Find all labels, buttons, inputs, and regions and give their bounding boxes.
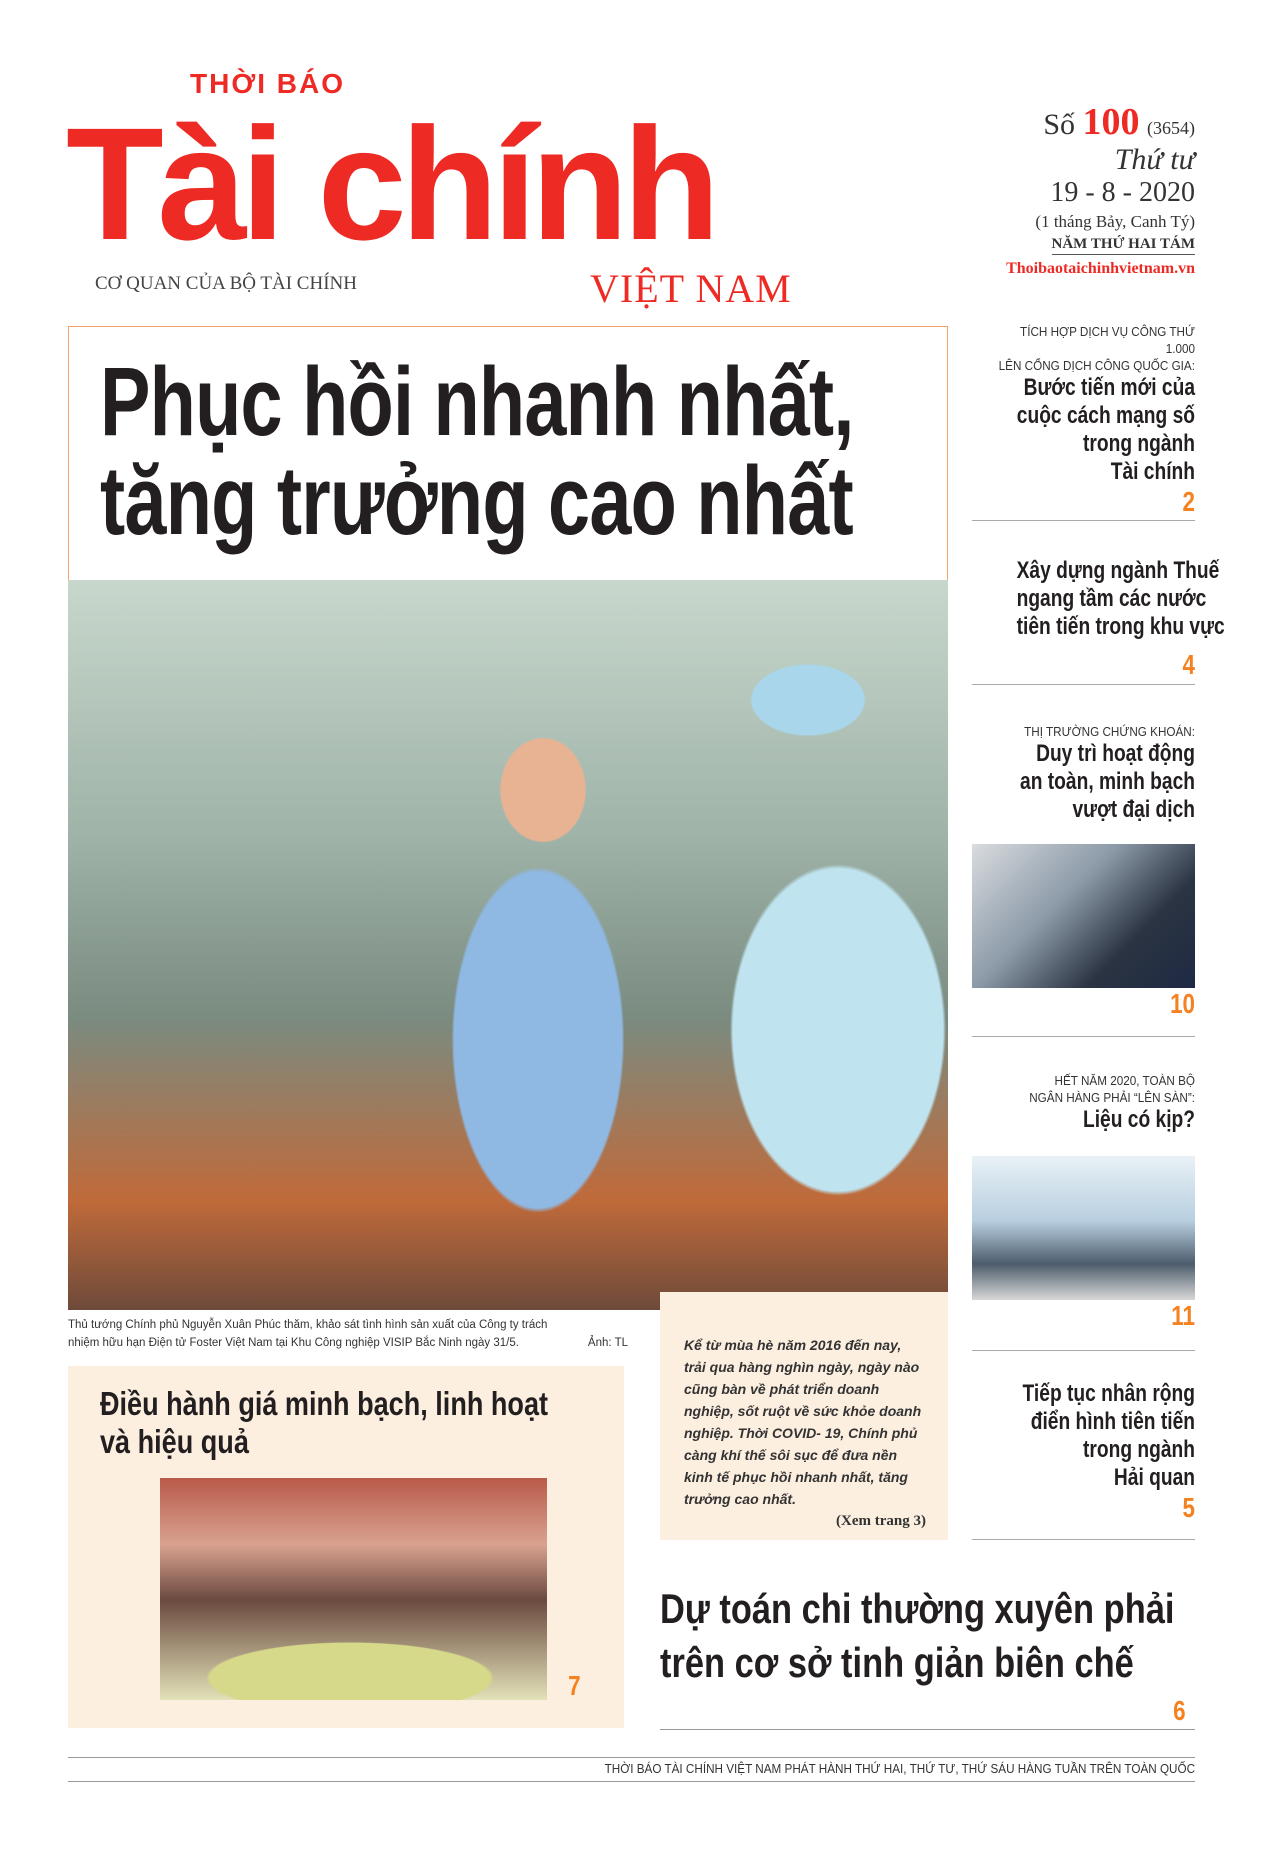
bank-photo [972, 1156, 1195, 1300]
divider [972, 1350, 1195, 1351]
divider [660, 1729, 1195, 1730]
masthead-agency: CƠ QUAN CỦA BỘ TÀI CHÍNH [95, 273, 357, 294]
sidebar-title: Liệu có kịp? [1082, 1106, 1195, 1133]
sidebar-kicker: THỊ TRƯỜNG CHỨNG KHOÁN: [1024, 724, 1195, 739]
sidebar-story[interactable] [972, 557, 1225, 685]
photo-credit: Ảnh: TL [587, 1337, 628, 1349]
page-number: 5 [1182, 1492, 1195, 1523]
sidebar-title: cuộc cách mạng số [1016, 402, 1195, 429]
divider [972, 684, 1195, 685]
lead-headline-line-2: tăng trưởng cao nhất [100, 446, 853, 555]
issue-number: 100 [1082, 101, 1140, 143]
sidebar-title: Duy trì hoạt động [1036, 740, 1195, 767]
sidebar-story[interactable] [972, 1380, 1195, 1540]
sidebar-title: vượt đại dịch [1072, 796, 1195, 823]
sidebar-story[interactable] [972, 323, 1195, 521]
issue-prefix: Số [1043, 108, 1075, 141]
footer-divider-bottom [68, 1781, 1195, 1782]
lead-headline-line-1: Phục hồi nhanh nhất, [100, 347, 854, 456]
sidebar-title: tiên tiến trong khu vực [1016, 613, 1225, 640]
lead-headline[interactable] [100, 347, 854, 555]
issue-total: (3654) [1147, 118, 1195, 138]
page-number: 11 [1171, 1300, 1195, 1331]
page-number: 6 [1173, 1695, 1186, 1726]
page-number: 7 [568, 1670, 581, 1701]
sidebar-title: ngang tầm các nước [1016, 585, 1207, 612]
lead-quote [660, 1292, 948, 1540]
sidebar-title: trong ngành [1083, 430, 1195, 457]
footer-divider-top [68, 1757, 1195, 1758]
caption-text: Thủ tướng Chính phủ Nguyễn Xuân Phúc thăm, khảo sát tình hình sản xuất của Công ty trách nhiệm hữu hạn Điện tử Foster Việt Nam tại Khu Công nghiệp VISIP Bắc Ninh ngày 31/5. [68, 1319, 548, 1349]
lunar-date: (1 tháng Bảy, Canh Tý) [1035, 212, 1195, 231]
masthead-top: THỜI BÁO [190, 68, 345, 99]
sidebar-title: Xây dựng ngành Thuế [1016, 557, 1220, 584]
sidebar-title: điển hình tiên tiến [1030, 1408, 1195, 1435]
price-title-line-1: Điều hành giá minh bạch, linh hoạt [100, 1385, 549, 1422]
budget-title-line-2: trên cơ sở tinh giản biên chế [660, 1639, 1134, 1686]
page-number: 2 [1182, 486, 1195, 517]
sidebar-kicker: NGÂN HÀNG PHẢI “LÊN SÀN”: [1029, 1090, 1195, 1105]
sidebar-story[interactable] [972, 1072, 1195, 1351]
price-story-photo [160, 1478, 547, 1700]
sidebar-story[interactable] [972, 723, 1195, 1037]
sidebar-title: Tài chính [1110, 458, 1195, 485]
sidebar-title: Hải quan [1113, 1464, 1195, 1491]
weekday: Thứ tư [1114, 143, 1195, 176]
issue-info [1006, 100, 1195, 283]
footer-text: THỜI BÁO TÀI CHÍNH VIỆT NAM PHÁT HÀNH THỨ HAI, THỨ TƯ, THỨ SÁU HÀNG TUẦN TRÊN TOÀN QUỐC [604, 1761, 1195, 1776]
divider [972, 1539, 1195, 1540]
divider [972, 520, 1195, 521]
page-number: 4 [1182, 649, 1195, 680]
sidebar-kicker: TÍCH HỢP DỊCH VỤ CÔNG THỨ 1.000 [1020, 324, 1195, 356]
website-link[interactable]: Thoibaotaichinhvietnam.vn [1006, 260, 1195, 277]
date: 19 - 8 - 2020 [1050, 177, 1195, 208]
sidebar-title: Bước tiến mới của [1023, 374, 1195, 401]
sidebar-title: trong ngành [1083, 1436, 1195, 1463]
photo-caption [68, 1316, 628, 1352]
price-story-title[interactable] [100, 1385, 548, 1461]
stock-market-photo [972, 844, 1195, 988]
quote-text: Kể từ mùa hè năm 2016 đến nay, trải qua hàng nghìn ngày, ngày nào cũng bàn về phát triển doanh nghiệp, sốt ruột về sức khỏe doanh nghiệp. Thời COVID- 19, Chính phủ càng khí thế sôi sục để đưa nền kinh tế phục hồi nhanh nhất, tăng trưởng cao nhất. [684, 1337, 922, 1507]
page-number: 10 [1170, 988, 1195, 1019]
masthead-vietnam: VIỆT NAM [590, 266, 792, 311]
masthead-logo: Tài chính [66, 94, 715, 273]
sidebar-title: Tiếp tục nhân rộng [1022, 1380, 1195, 1407]
budget-title-line-1: Dự toán chi thường xuyên phải [660, 1585, 1175, 1632]
sidebar-kicker: HẾT NĂM 2020, TOÀN BỘ [1054, 1073, 1195, 1088]
lead-photo [68, 580, 948, 1310]
divider [972, 1036, 1195, 1037]
budget-story-title[interactable] [660, 1582, 1174, 1690]
see-page-link[interactable]: (Xem trang 3) [836, 1513, 926, 1529]
sidebar-kicker: LÊN CỔNG DỊCH CÔNG QUỐC GIA: [998, 358, 1195, 373]
price-title-line-2: và hiệu quả [100, 1423, 249, 1460]
sidebar-title: an toàn, minh bạch [1020, 768, 1195, 795]
publication-year: NĂM THỨ HAI TÁM [1052, 234, 1195, 255]
